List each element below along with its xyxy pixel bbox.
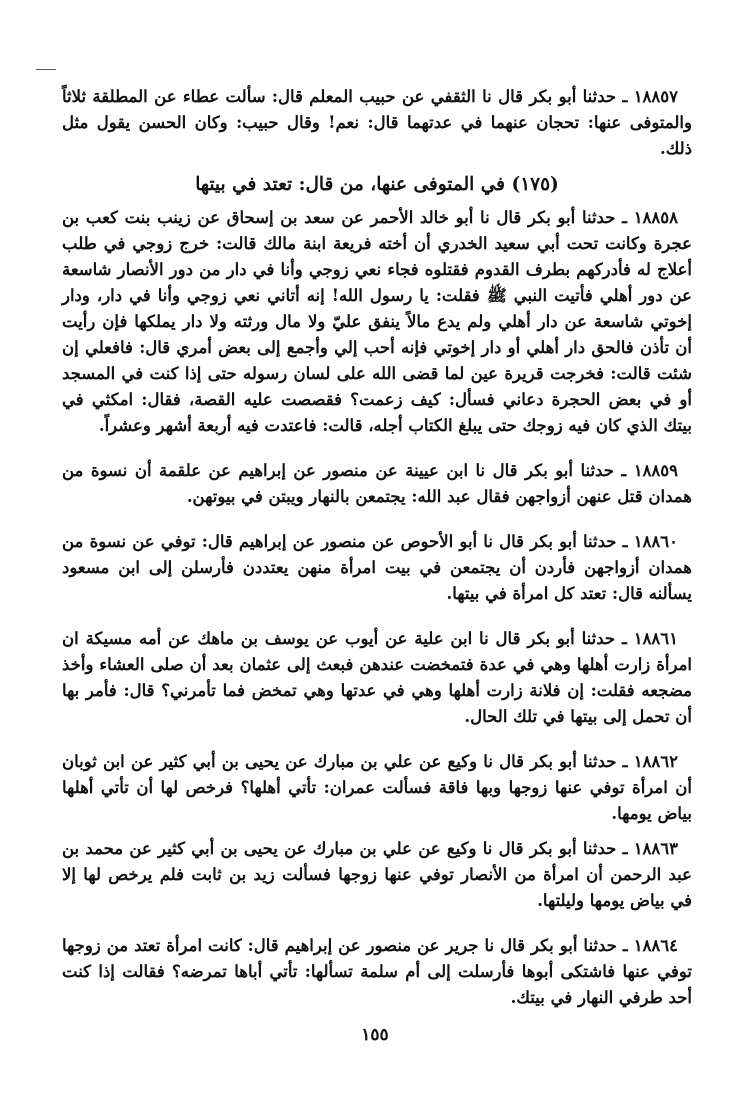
narration-18858: ١٨٨٥٨ ـ حدثنا أبو بكر قال نا أبو خالد الأحمر عن سعد بن إسحاق عن زينب بنت كعب بن عجرة وكانت تحت أبي سعيد الخدري أن أخته فريعة ابنة مالك قالت: خرج زوجي في طلب أعلاج له فأدركهم بطرف القدوم فقتلوه فجاء نعي زوجي وأنا في دار من دور الأنصار شاسعة عن دور أهلي فأتيت النبي ﷺ فقلت: يا رسول الله! إنه أتاني نعي زوجي وأنا في دار، ودار إخوتي شاسعة عن دار أهلي ولم يدع مالاً ينفق عليّ ولا مال ورثته ولا دار يملكها فإن رأيت أن تأذن فالحق دار أهلي أو دار إخوتي فإنه أحب إلي وأجمع إلى بعض أمري قال: فافعلي إن شئت قالت: فخرجت قريرة عين لما قضى الله على لسان رسوله حتى إذا كنت في المسجد أو في بعض الحجرة دعاني فسأل: كيف زعمت؟ فقصصت عليه القصة، فقال: امكثي في بيتك الذي كان فيه زوجك حتى يبلغ الكتاب أجله، قالت: فاعتدت فيه أربعة أشهر وعشراً.: [62, 208, 692, 435]
page-number: ١٥٥: [361, 1025, 389, 1045]
narration-18860: ١٨٨٦٠ ـ حدثنا أبو بكر قال نا أبو الأحوص عن منصور عن إبراهيم قال: توفي عن نسوة من همدان أزواجهن فأردن أن يجتمعن في بيت امرأة منهن يعتددن فأرسلن إلى ابن مسعود يسألنه قال: تعتد كل امرأة في بيتها.: [62, 532, 692, 603]
divider: [62, 739, 692, 740]
page-body: [62, 84, 692, 1020]
narration-18857: ١٨٨٥٧ ـ حدثنا أبو بكر قال نا الثقفي عن حبيب المعلم قال: سألت عطاء عن المطلقة ثلاثاً والمتوفى عنها: تحجان عنهما في عدتهما قال: نعم! وقال حبيب: وكان الحسن يقول مثل ذلك.: [62, 87, 692, 158]
narration-18864: ١٨٨٦٤ ـ حدثنا أبو بكر قال نا جرير عن منصور عن إبراهيم قال: كانت امرأة تعتد من زوجها توفي عنها فاشتكى أبوها فأرسلت إلى أم سلمة تسألها: تأتي أباها تمرضه؟ فقالت إذا كنت أحد طرفي النهار في بيتك.: [62, 936, 692, 1007]
divider: [62, 519, 692, 520]
divider: [62, 923, 692, 924]
divider: [62, 616, 692, 617]
divider: [62, 448, 692, 449]
narration-18859: ١٨٨٥٩ ـ حدثنا أبو بكر قال نا ابن عيينة عن منصور عن إبراهيم عن علقمة أن نسوة من همدان قتل عنهن أزواجهن فقال عبد الله: يجتمعن بالنهار ويبتن في بيوتهن.: [62, 461, 692, 506]
narration-18862: ١٨٨٦٢ ـ حدثنا أبو بكر قال نا وكيع عن علي بن مبارك عن يحيى بن أبي كثير عن ابن ثوبان أن امرأة توفي عنها زوجها وبها فاقة فسألت عمران: تأتي أهلها؟ فرخص لها أن تأتي أهلها بياض يومها.: [62, 752, 692, 823]
margin-mark: [36, 69, 56, 70]
narration-18863: ١٨٨٦٣ ـ حدثنا أبو بكر قال نا وكيع عن علي بن مبارك عن يحيى بن أبي كثير عن محمد بن عبد الرحمن أن امرأة من الأنصار توفي عنها زوجها فسألت زيد بن ثابت فلم يرخص لها إلا في بياض يومها وليلتها.: [62, 839, 692, 910]
narration-18861: ١٨٨٦١ ـ حدثنا أبو بكر قال نا ابن علية عن أيوب عن يوسف بن ماهك عن أمه مسيكة ان امرأة زارت أهلها وهي في عدة فتمخضت عندهن فبعث إلى عثمان بعد أن صلى العشاء وأخذ مضجعه فقلت: إن فلانة زارت أهلها وهي في عدتها وهي تمخض فما تأمرني؟ قال: فأمر بها أن تحمل إلى بيتها في تلك الحال.: [62, 629, 692, 726]
chapter-heading: (١٧٥) في المتوفى عنها، من قال: تعتد في بيتها: [195, 174, 559, 195]
